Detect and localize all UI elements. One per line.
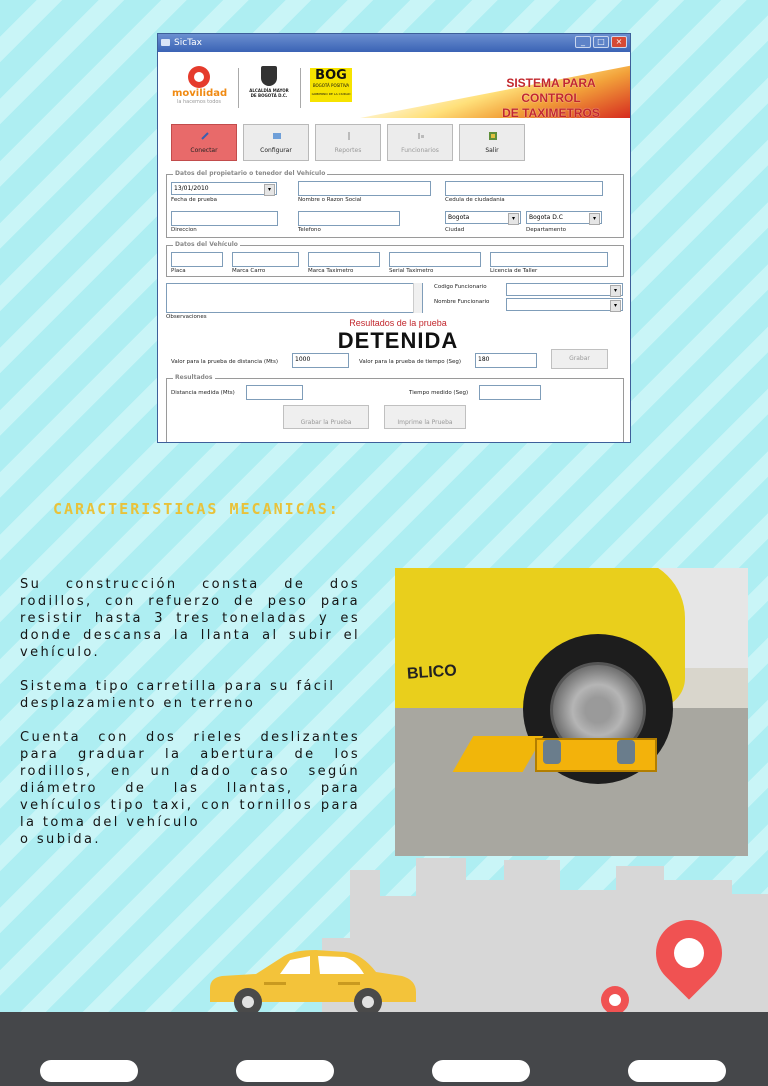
section-title: CARACTERISTICAS MECANICAS: (53, 500, 340, 518)
maximize-icon[interactable]: □ (593, 36, 609, 48)
exit-icon (488, 131, 498, 141)
logo-divider (238, 68, 239, 108)
codigo-funcionario-label: Codigo Funcionario (434, 284, 487, 290)
photo-car-lettering: BLICO (406, 662, 458, 683)
tiempo-medido-label: Tiempo medido (Seg) (409, 390, 469, 396)
road-lane-marking (40, 1060, 138, 1082)
distancia-medida-label: Distancia medida (Mts) (171, 390, 235, 396)
direccion-label: Direccion (171, 227, 197, 233)
users-icon (416, 131, 426, 141)
conectar-label: Conectar (190, 147, 218, 154)
header-banner (158, 52, 630, 118)
resultados-legend: Resultados (175, 374, 213, 381)
placa-label: Placa (171, 268, 186, 274)
distancia-prueba-label: Valor para la prueba de distancia (Mts) (171, 359, 278, 365)
observaciones-label: Observaciones (166, 314, 207, 320)
observaciones-scrollbar[interactable] (413, 283, 422, 313)
paragraph-carretilla-line1: Sistema tipo carretilla para su fácil (20, 679, 336, 694)
grabar-button[interactable]: Grabar (551, 349, 608, 369)
system-title (476, 76, 626, 121)
alcaldia-line2: DE BOGOTÁ D.C. (250, 93, 288, 98)
paragraph-carretilla (20, 678, 360, 712)
observaciones-textarea[interactable] (166, 283, 423, 313)
city-building (504, 860, 560, 1012)
system-title-line1: SISTEMA PARA CONTROL (506, 76, 596, 105)
marca-taximetro-input[interactable] (308, 252, 380, 267)
ciudad-select[interactable]: Bogota ▾ (445, 211, 521, 224)
city-building (462, 880, 506, 1012)
bog-logo-text: BOG (315, 68, 347, 83)
paragraph-rieles-main: Cuenta con dos rieles deslizantes para graduar la abertura de los rodillos, en un dado caso según diámetro de las llantas, para vehículos tipo taxi, con tornillos para la toma del vehículo (20, 730, 360, 830)
imprime-prueba-label: Imprime la Prueba (397, 419, 453, 426)
settings-icon (272, 131, 282, 141)
road-lane-marking (236, 1060, 334, 1082)
alcaldia-logo (248, 66, 290, 98)
nombre-label: Nombre o Razon Social (298, 197, 362, 203)
taxi-car-icon (206, 948, 418, 1012)
description-text (20, 576, 360, 865)
cedula-input[interactable] (445, 181, 603, 196)
telefono-label: Telefono (298, 227, 321, 233)
marca-carro-label: Marca Carro (232, 268, 266, 274)
departamento-select[interactable]: Bogota D.C ▾ (526, 211, 602, 224)
minimize-icon[interactable]: _ (575, 36, 591, 48)
window-titlebar[interactable] (158, 34, 630, 52)
nombre-funcionario-label: Nombre Funcionario (434, 299, 490, 305)
marca-taximetro-label: Marca Taximetro (308, 268, 354, 274)
movilidad-tagline: la hacemos todos (176, 99, 222, 105)
owner-legend: Datos del propietario o tenedor del Vehículo (175, 170, 326, 177)
photo-roller (617, 740, 635, 764)
tiempo-medido-input[interactable] (479, 385, 541, 400)
window-controls (575, 36, 627, 48)
fecha-prueba-select[interactable]: 13/01/2010 ▾ (171, 182, 277, 195)
bog-logo-gov: GOBIERNO DE LA CIUDAD (311, 92, 351, 96)
resultados-prueba-title: Resultados de la prueba (349, 318, 447, 328)
bog-logo (310, 68, 352, 102)
reportes-button[interactable] (315, 124, 381, 161)
road-lane-marking (432, 1060, 530, 1082)
tiempo-prueba-label: Valor para la prueba de tiempo (Seg) (359, 359, 462, 365)
ciudad-label: Ciudad (445, 227, 465, 233)
paragraph-rieles (20, 729, 360, 848)
licencia-taller-label: Licencia de Taller (490, 268, 538, 274)
licencia-taller-input[interactable] (490, 252, 608, 267)
tiempo-prueba-input[interactable]: 180 (475, 353, 537, 368)
photo-roller (543, 740, 561, 764)
test-status: DETENIDA (337, 328, 459, 353)
close-icon[interactable]: × (611, 36, 627, 48)
configurar-label: Configurar (260, 147, 292, 154)
distancia-medida-input[interactable] (246, 385, 303, 400)
logo-divider (300, 68, 301, 108)
nombre-input[interactable] (298, 181, 431, 196)
departamento-label: Departamento (526, 227, 567, 233)
movilidad-logo-icon (188, 66, 210, 88)
reportes-label: Reportes (334, 147, 362, 154)
placa-input[interactable] (171, 252, 223, 267)
serial-taximetro-input[interactable] (389, 252, 481, 267)
paragraph-construction: Su construcción consta de dos rodillos, con refuerzo de peso para resistir hasta 3 tres toneladas y es donde descansa la llanta al subir el vehículo. (20, 577, 360, 660)
city-building (416, 858, 466, 1012)
direccion-input[interactable] (171, 211, 278, 226)
city-building (730, 894, 768, 1012)
distancia-prueba-input[interactable]: 1000 (292, 353, 349, 368)
cedula-label: Cedula de ciudadania (445, 197, 505, 203)
paragraph-rieles-end: o subida. (20, 832, 101, 847)
marca-carro-input[interactable] (232, 252, 299, 267)
window-title: SicTax (174, 38, 203, 48)
telefono-input[interactable] (298, 211, 400, 226)
serial-taximetro-label: Serial Taximetro (389, 268, 434, 274)
fecha-prueba-label: Fecha de prueba (171, 197, 217, 203)
movilidad-logo-text: movilidad (172, 88, 228, 99)
alcaldia-line1: ALCALDÍA MAYOR (249, 88, 289, 93)
toolbar (171, 124, 525, 161)
nombre-funcionario-select[interactable] (506, 298, 623, 311)
sictax-window (157, 33, 631, 443)
app-icon (161, 39, 170, 46)
bog-logo-subtitle: BOGOTÁ POSITIVA (312, 83, 350, 88)
funcionarios-button[interactable] (387, 124, 453, 161)
taxi-on-tester-photo (395, 568, 748, 856)
road-lane-marking (628, 1060, 726, 1082)
salir-button[interactable] (459, 124, 525, 161)
conectar-button[interactable] (171, 124, 237, 161)
paragraph-carretilla-line2: desplazamiento en terreno (20, 696, 256, 711)
codigo-funcionario-select[interactable] (506, 283, 623, 296)
movilidad-logo (172, 66, 226, 105)
funcionarios-label: Funcionarios (401, 147, 439, 154)
grabar-prueba-label: Grabar la Prueba (300, 419, 352, 426)
salir-label: Salir (485, 147, 499, 154)
report-icon (344, 131, 354, 141)
configurar-button[interactable] (243, 124, 309, 161)
system-title-line2: DE TAXIMETROS (502, 106, 600, 120)
grabar-prueba-button[interactable] (283, 405, 369, 429)
plug-icon (200, 131, 210, 141)
coat-of-arms-icon (261, 66, 277, 86)
vehicle-legend: Datos del Vehículo (175, 241, 238, 248)
imprime-prueba-button[interactable] (384, 405, 466, 429)
